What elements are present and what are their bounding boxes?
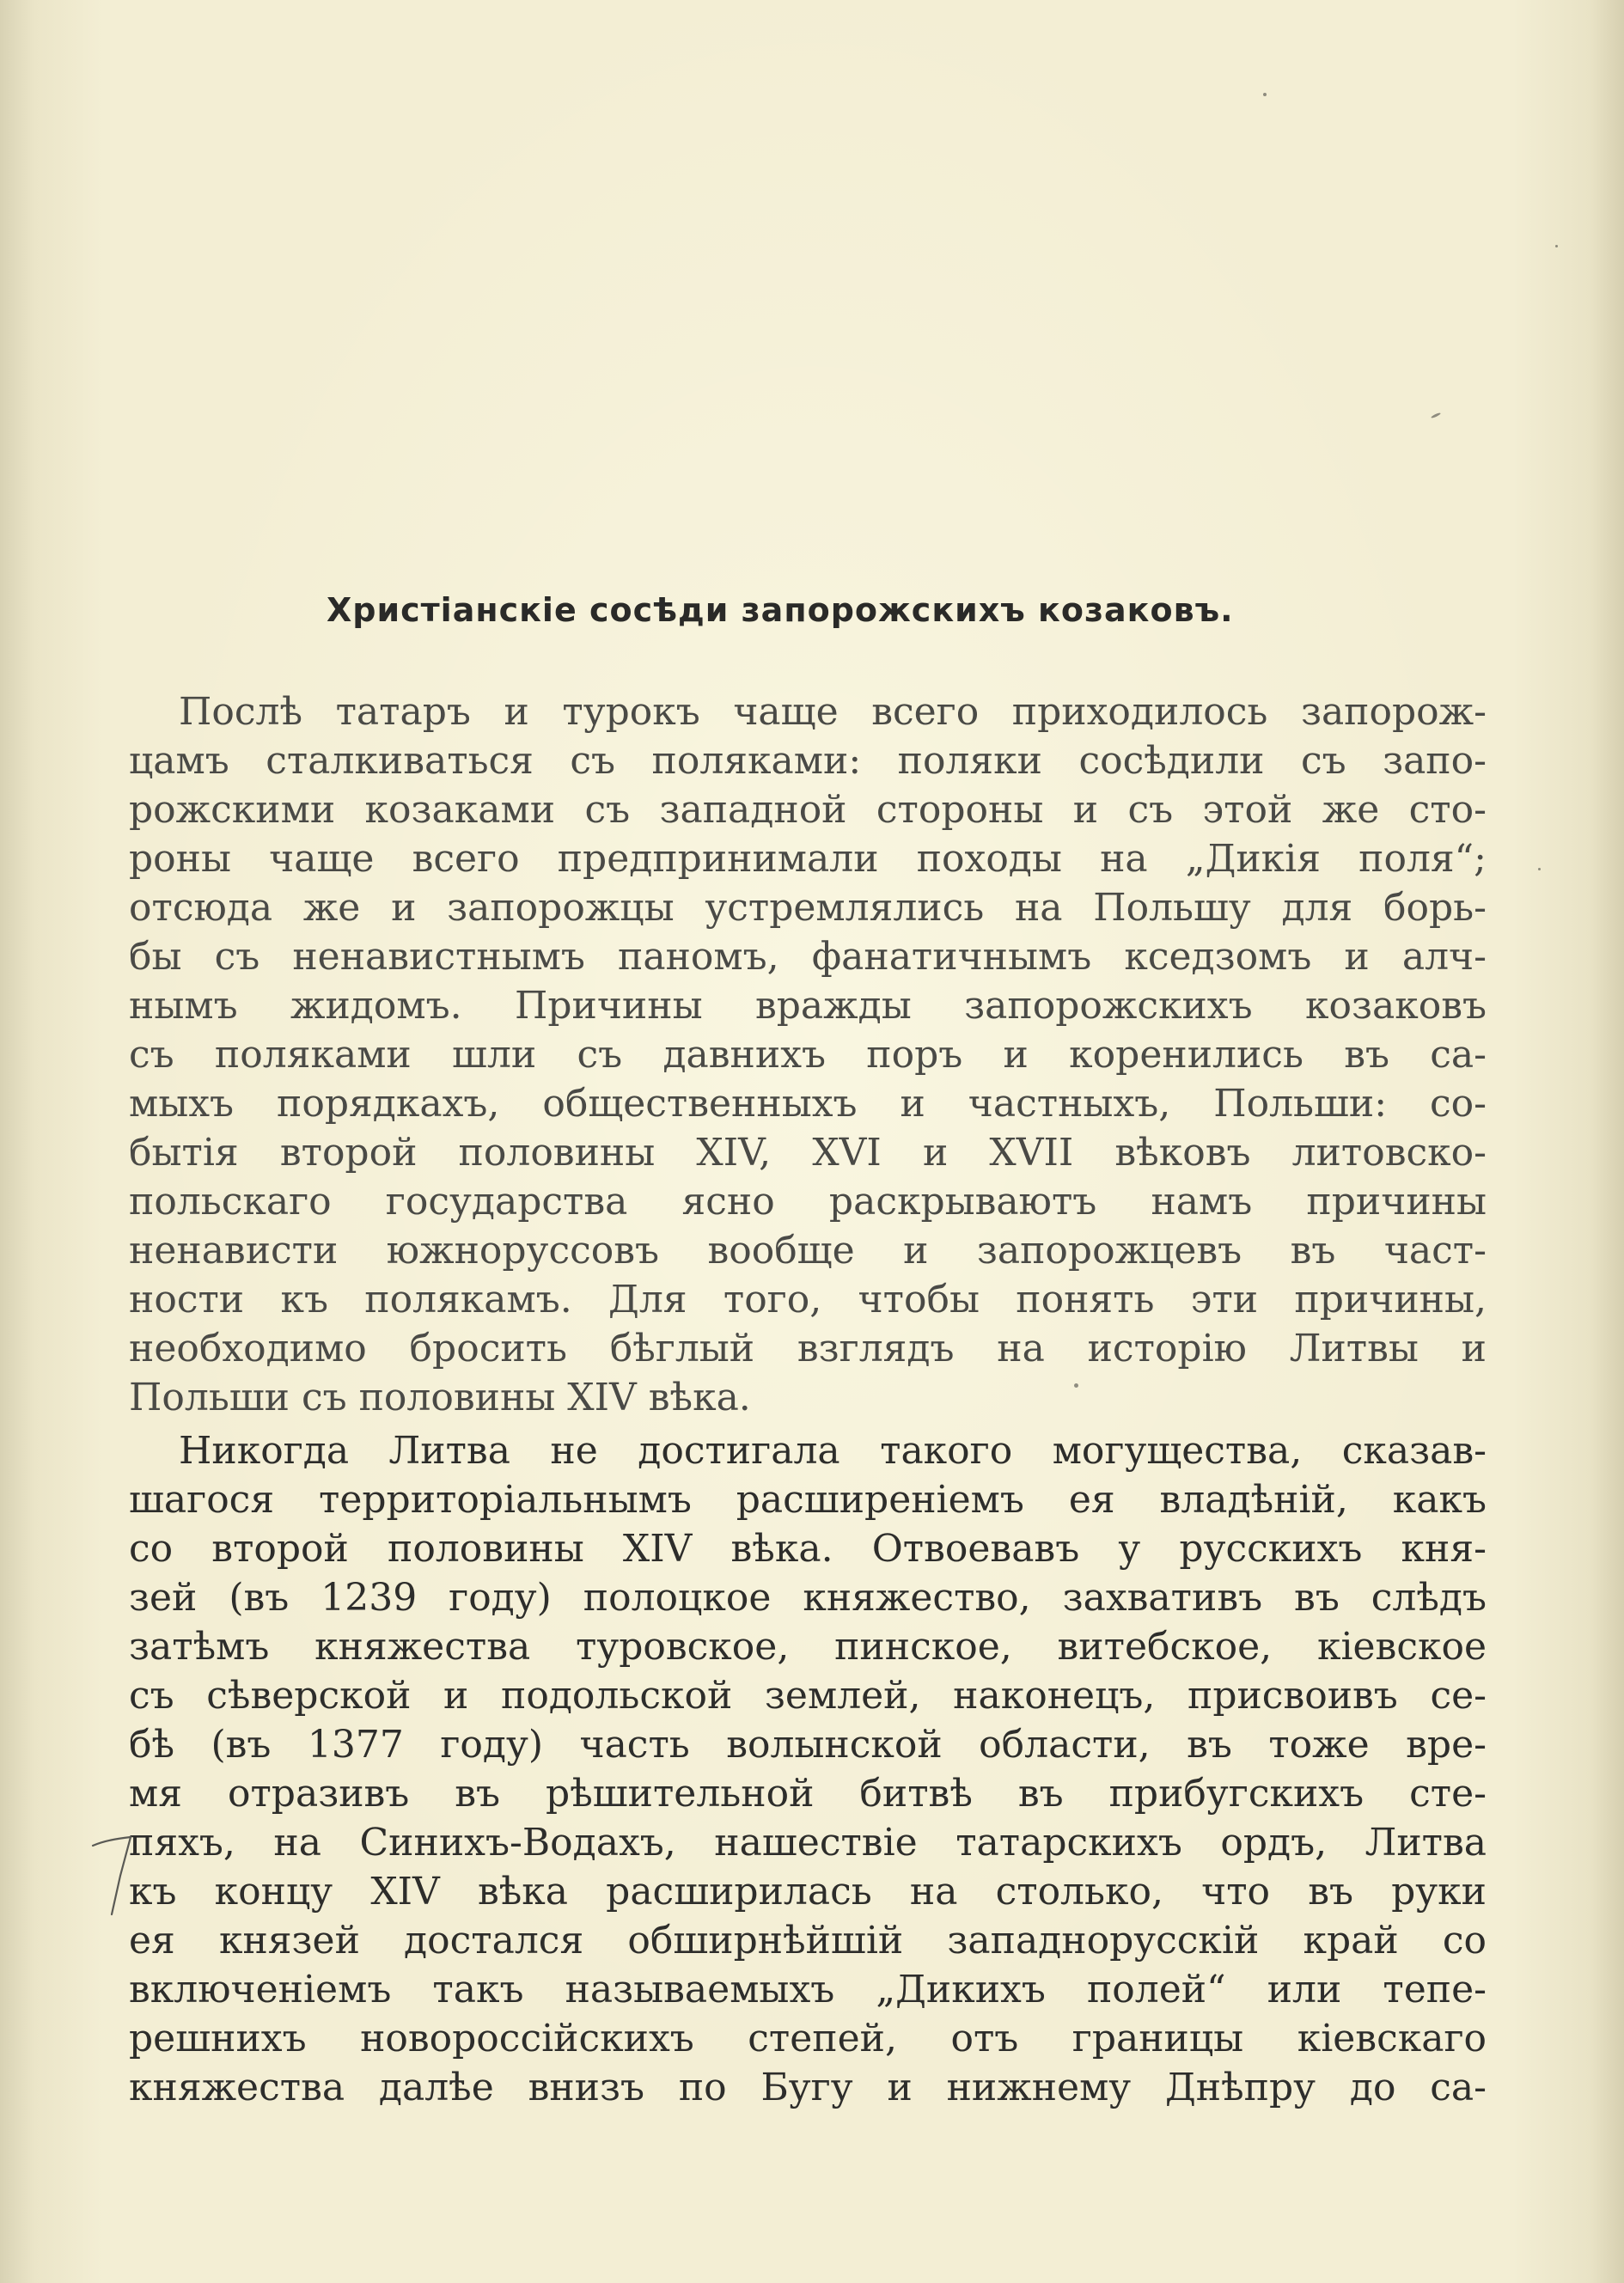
text-line: ненависти южноруссовъ вообще и запорожцевъ въ част-	[129, 1229, 1487, 1273]
text-line: бы съ ненавистнымъ паномъ, фанатичнымъ кседзомъ и алч-	[129, 935, 1487, 979]
text-line: зей (въ 1239 году) полоцкое княжество, захвативъ въ слѣдъ	[129, 1576, 1487, 1620]
text-line: необходимо бросить бѣглый взглядъ на исторію Литвы и	[129, 1327, 1487, 1370]
pencil-margin-mark	[86, 1828, 137, 1923]
text-line: княжества далѣе внизъ по Бугу и нижнему Днѣпру до са-	[129, 2066, 1487, 2109]
text-line: бытія второй половины XIV, XVI и XVII вѣковъ литовско-	[129, 1131, 1487, 1175]
text-line: нымъ жидомъ. Причины вражды запорожскихъ козаковъ	[129, 984, 1487, 1028]
text-line: цамъ сталкиваться съ поляками: поляки сосѣдили съ запо-	[129, 739, 1487, 783]
text-line: бѣ (въ 1377 году) часть волынской области, въ тоже вре-	[129, 1723, 1487, 1767]
text-line: къ концу XIV вѣка расширилась на столько, что въ руки	[129, 1870, 1487, 1914]
text-line: рожскими козаками съ западной стороны и съ этой же сто-	[129, 788, 1487, 832]
text-line: съ сѣверской и подольской землей, наконецъ, присвоивъ се-	[129, 1674, 1487, 1718]
chapter-title: Христіанскіе сосѣди запорожскихъ козаковъ.	[327, 591, 1234, 629]
text-line: затѣмъ княжества туровское, пинское, витебское, кіевское	[129, 1625, 1487, 1669]
text-line: мыхъ порядкахъ, общественныхъ и частныхъ, Польши: со-	[129, 1082, 1487, 1126]
text-line: шагося территоріальнымъ расширеніемъ ея владѣній, какъ	[129, 1478, 1487, 1522]
text-line: включеніемъ такъ называемыхъ „Дикихъ полей“ или тепе-	[129, 1968, 1487, 2011]
text-line: решнихъ новороссійскихъ степей, отъ границы кіевскаго	[129, 2017, 1487, 2060]
text-line: пяхъ, на Синихъ-Водахъ, нашествіе татарскихъ ордъ, Литва	[129, 1821, 1487, 1865]
text-line: ности къ полякамъ. Для того, чтобы понять эти причины,	[129, 1278, 1487, 1322]
text-line: ея князей достался обширнѣйшій западнорусскій край со	[129, 1919, 1487, 1963]
text-line: роны чаще всего предпринимали походы на „Дикія поля“;	[129, 837, 1487, 881]
text-line: мя отразивъ въ рѣшительной битвѣ въ прибугскихъ сте-	[129, 1772, 1487, 1816]
text-line: Никогда Литва не достигала такого могущества, сказав-	[179, 1429, 1487, 1473]
text-line: со второй половины XIV вѣка. Отвоевавъ у русскихъ кня-	[129, 1527, 1487, 1571]
text-line: съ поляками шли съ давнихъ поръ и коренились въ са-	[129, 1033, 1487, 1077]
text-line: отсюда же и запорожцы устремлялись на Польшу для борь-	[129, 886, 1487, 930]
text-line: Послѣ татаръ и турокъ чаще всего приходилось запорож-	[179, 690, 1487, 734]
text-line: Польши съ половины XIV вѣка.	[129, 1376, 751, 1419]
text-line: польскаго государства ясно раскрываютъ намъ причины	[129, 1180, 1487, 1224]
